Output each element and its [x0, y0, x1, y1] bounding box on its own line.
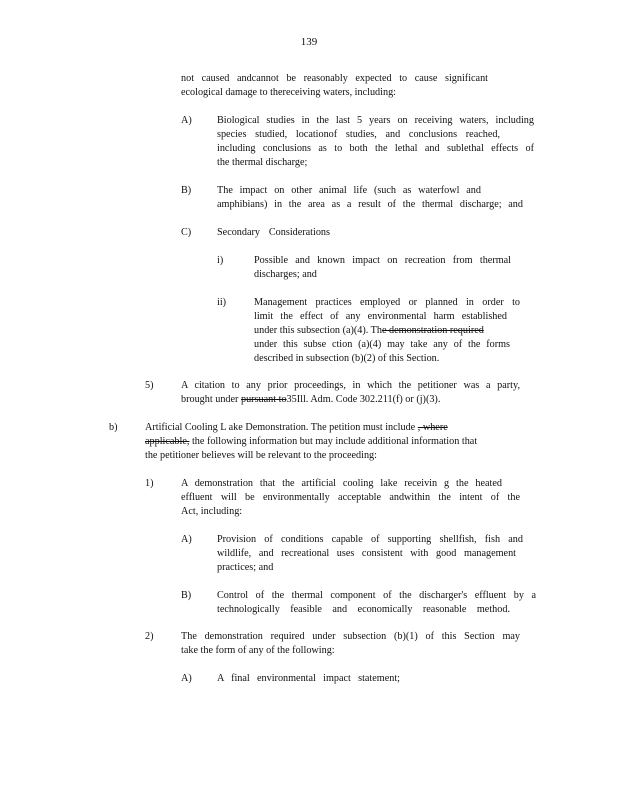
item-5-line-2-tail: 35Ill. Adm. Code 302.211(f) or (j)(3).	[286, 394, 441, 405]
item-5-line-1: A citation to any prior proceedings, in which the petitioner was a party,	[181, 380, 520, 391]
item-b1-line-3: Act, including:	[181, 506, 243, 517]
page-number: 139	[300, 36, 318, 48]
item-ci-label: i)	[217, 255, 224, 266]
item-b-line-2: amphibians) in the area as a result of the thermal discharge; and	[217, 199, 523, 210]
item-b2-line-1: The demonstration required under subsection (b)(1) of this Section may	[181, 631, 520, 642]
item-cii-line-3	[254, 325, 484, 337]
item-5-line-2-text: brought under	[181, 394, 241, 405]
item-a-label: A)	[181, 115, 192, 126]
item-5-label: 5)	[145, 380, 154, 391]
item-cii-line-1: Management practices employed or planned in order to	[254, 297, 520, 308]
item-b1a-line-2: wildlife, and recreational uses consistent with good management	[217, 548, 516, 559]
item-b1b-line-1: Control of the thermal component of the discharger's effluent by a	[217, 590, 536, 601]
intro-line-2: ecological damage to thereceiving waters, including:	[181, 87, 396, 98]
item-b1a-label: A)	[181, 534, 192, 545]
item-cii-line-3-text: under this subsection (a)(4). Th	[254, 325, 382, 336]
item-a-line-4: the thermal discharge;	[217, 157, 308, 168]
item-a-line-1: Biological studies in the last 5 years on receiving waters, including	[217, 115, 534, 126]
section-b-line-1	[145, 422, 448, 434]
item-b-line-1: The impact on other animal life (such as waterfowl and	[217, 185, 481, 196]
item-b2-label: 2)	[145, 631, 154, 642]
section-b-label: b)	[109, 422, 118, 433]
item-ci-line-2: discharges; and	[254, 269, 317, 280]
section-b-line-2-struck: applicable,	[145, 436, 190, 447]
item-cii-line-3-struck: e demonstration required	[381, 325, 484, 336]
item-b1-line-2: effluent will be environmentally acceptable andwithin the intent of the	[181, 492, 520, 503]
item-ci-line-1: Possible and known impact on recreation from thermal	[254, 255, 511, 266]
item-b1-line-1: A demonstration that the artificial cooling lake receivin g the heated	[181, 478, 502, 489]
item-a-line-2: species studied, locationof studies, and conclusions reached,	[217, 129, 500, 140]
item-cii-line-4: under this subse ction (a)(4) may take any of the forms	[254, 339, 510, 350]
item-5-line-2	[181, 394, 440, 406]
item-c-text: Secondary Considerations	[217, 227, 330, 238]
item-cii-line-2: limit the effect of any environmental harm established	[254, 311, 507, 322]
item-b-label: B)	[181, 185, 192, 196]
section-b-line-2	[145, 436, 477, 448]
item-b2a-label: A)	[181, 673, 192, 684]
section-b-line-3: the petitioner believes will be relevant to the proceeding:	[145, 450, 377, 461]
intro-line-1: not caused andcannot be reasonably expected to cause significant	[181, 73, 488, 84]
item-b2-line-2: take the form of any of the following:	[181, 645, 335, 656]
item-b1b-label: B)	[181, 590, 192, 601]
item-b1-label: 1)	[145, 478, 154, 489]
item-b1b-line-2: technologically feasible and economically reasonable method.	[217, 604, 510, 615]
item-b1a-line-3: practices; and	[217, 562, 274, 573]
item-5-line-2-struck: pursuant to	[240, 394, 287, 405]
item-a-line-3: including conclusions as to both the lethal and sublethal effects of	[217, 143, 534, 154]
item-b2a-text: A final environmental impact statement;	[217, 673, 400, 684]
item-b1a-line-1: Provision of conditions capable of supporting shellfish, fish and	[217, 534, 523, 545]
item-cii-label: ii)	[217, 297, 227, 308]
item-cii-line-5: described in subsection (b)(2) of this Section.	[254, 353, 440, 364]
item-c-label: C)	[181, 227, 192, 238]
section-b-line-1-struck: , where	[417, 422, 448, 433]
section-b-line-2-text: the following information but may include additional information that	[189, 436, 478, 447]
section-b-line-1-text: Artificial Cooling L ake Demonstration. The petition must include	[145, 422, 418, 433]
